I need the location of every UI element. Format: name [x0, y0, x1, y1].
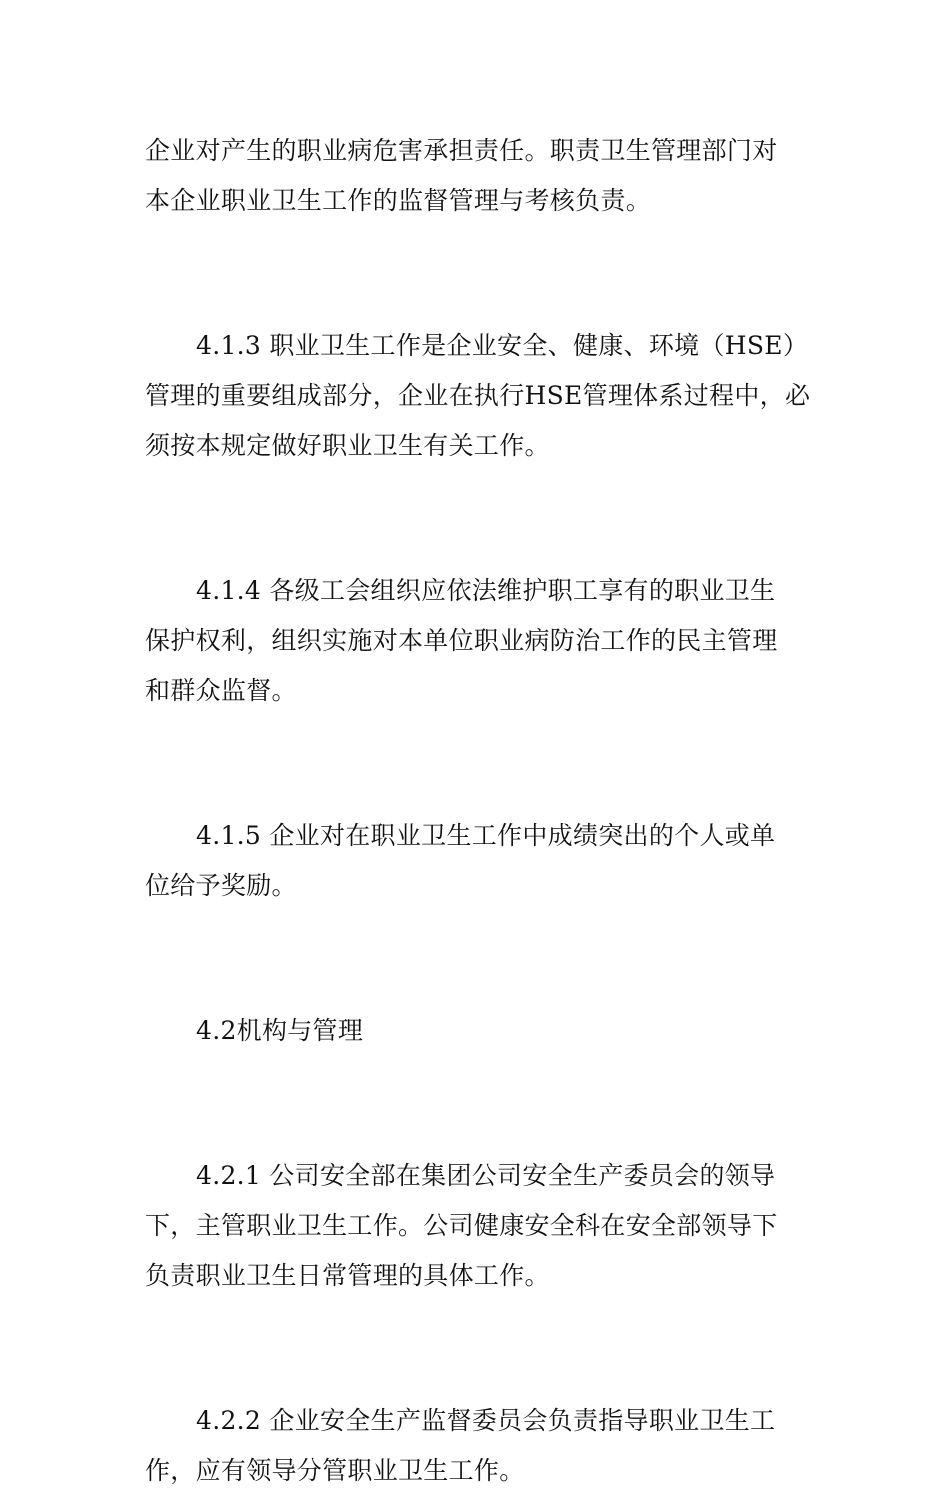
section-heading-4-2 — [145, 1006, 810, 1056]
text-line: 4.1.4 各级工会组织应依法维护职工享有的职业卫生 — [196, 576, 776, 605]
paragraph-4-1-3 — [145, 321, 810, 471]
text-line: 4.1.3 职业卫生工作是企业安全、健康、环境（HSE） — [196, 331, 809, 360]
document-body — [145, 126, 810, 1496]
text-line: 本企业职业卫生工作的监督管理与考核负责。 — [145, 186, 652, 215]
text-line: 作，应有领导分管职业卫生工作。 — [145, 1456, 525, 1485]
paragraph-gap — [145, 911, 810, 1006]
text-line: 4.2.1 公司安全部在集团公司安全生产委员会的领导 — [196, 1161, 776, 1190]
paragraph-gap — [145, 716, 810, 811]
text-line: 须按本规定做好职业卫生有关工作。 — [145, 431, 550, 460]
paragraph-4-1-4 — [145, 566, 810, 716]
text-line: 保护权利，组织实施对本单位职业病防治工作的民主管理 — [145, 626, 778, 655]
text-line: 企业对产生的职业病危害承担责任。职责卫生管理部门对 — [145, 136, 778, 165]
paragraph-gap — [145, 226, 810, 321]
paragraph-4-1-5 — [145, 811, 810, 911]
paragraph-gap — [145, 1301, 810, 1396]
paragraph-4-2-2 — [145, 1396, 810, 1496]
text-line: 4.1.5 企业对在职业卫生工作中成绩突出的个人或单 — [196, 821, 776, 850]
paragraph-4-2-1 — [145, 1151, 810, 1301]
paragraph-4-1-2-continued — [145, 126, 810, 226]
text-line: 管理的重要组成部分，企业在执行HSE管理体系过程中，必 — [145, 381, 811, 410]
text-line: 下，主管职业卫生工作。公司健康安全科在安全部领导下 — [145, 1211, 778, 1240]
paragraph-gap — [145, 471, 810, 566]
text-line: 和群众监督。 — [145, 676, 297, 705]
text-line: 位给予奖励。 — [145, 871, 297, 900]
text-line: 4.2.2 企业安全生产监督委员会负责指导职业卫生工 — [196, 1406, 776, 1435]
paragraph-gap — [145, 1056, 810, 1151]
section-heading: 4.2机构与管理 — [196, 1016, 364, 1045]
text-line: 负责职业卫生日常管理的具体工作。 — [145, 1261, 550, 1290]
